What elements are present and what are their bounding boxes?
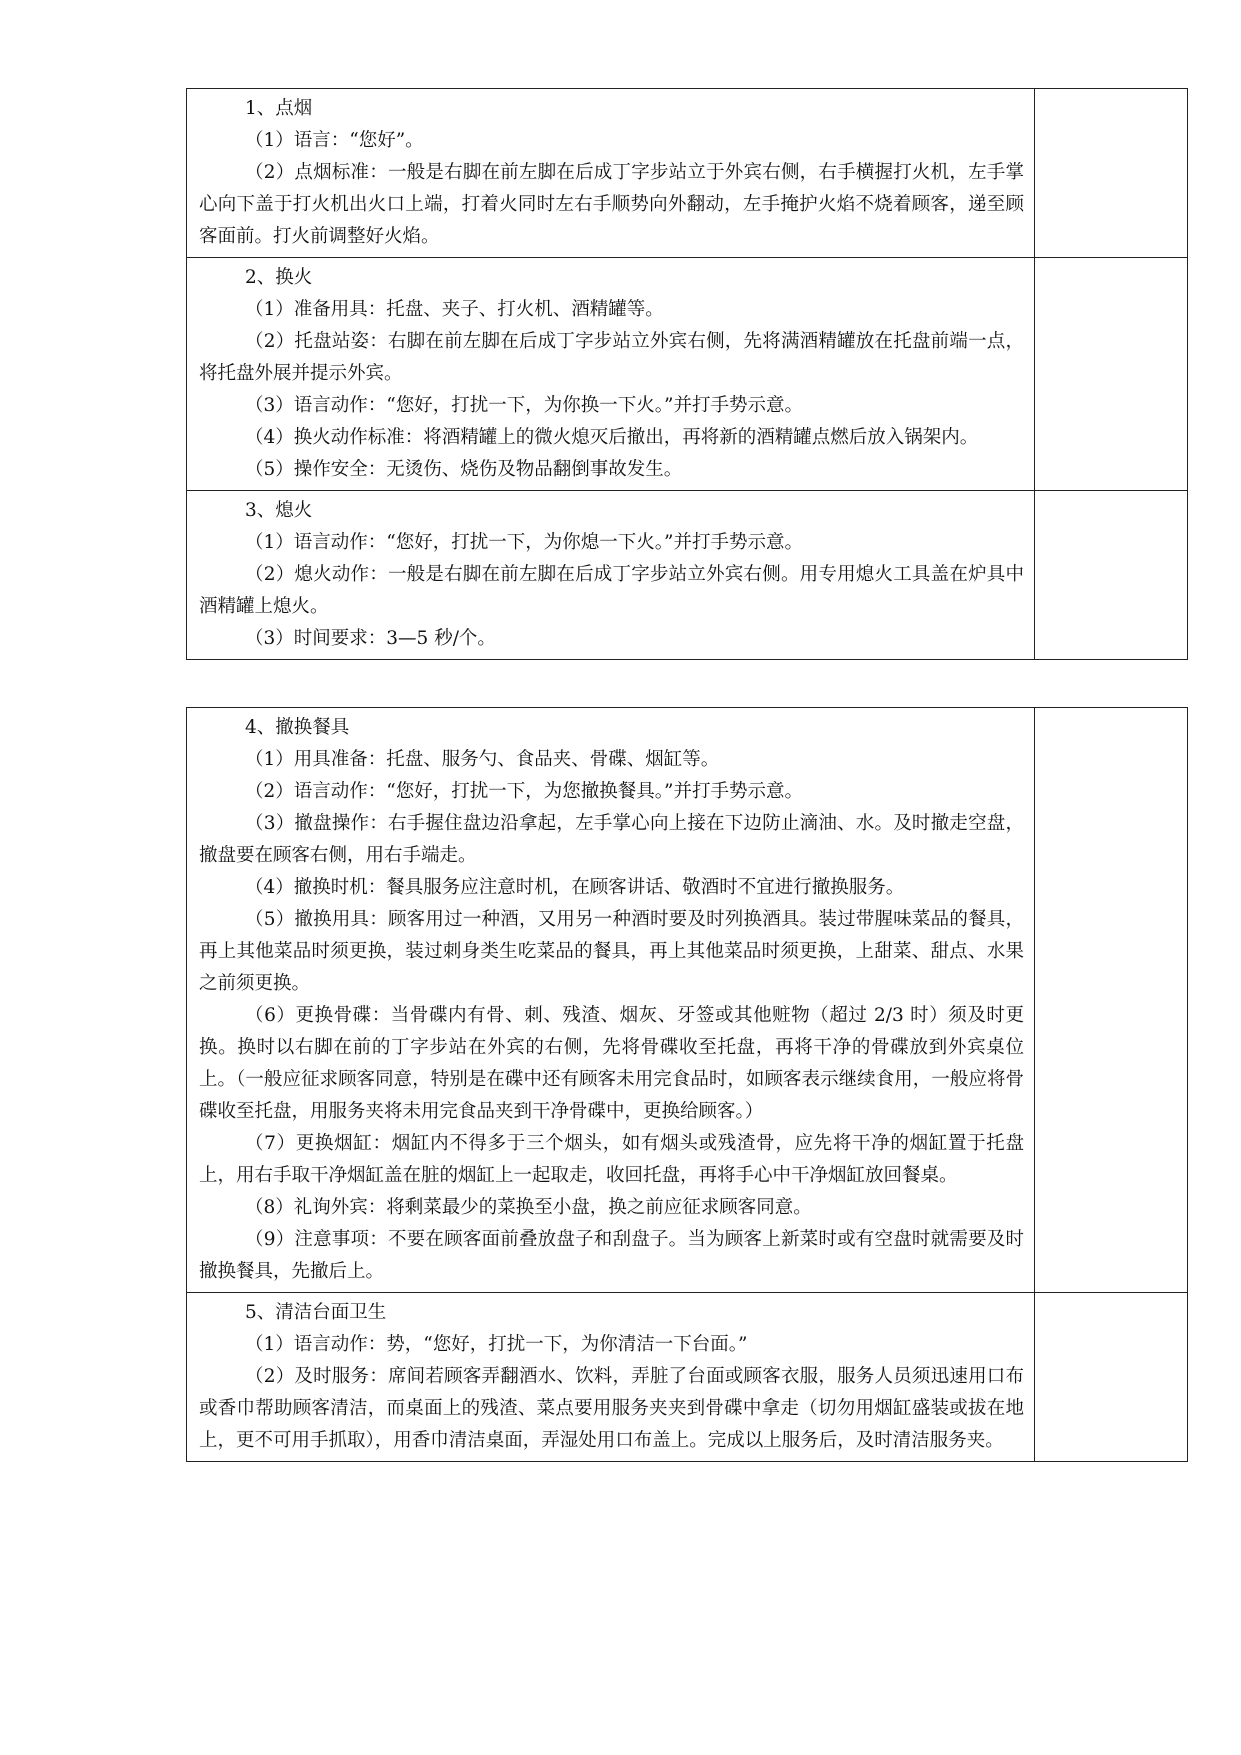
empty-cell xyxy=(1035,258,1188,491)
section-title: 4、撤换餐具 xyxy=(245,717,350,738)
empty-cell xyxy=(1035,1293,1188,1462)
table-row xyxy=(187,708,1188,1293)
list-item: （2）及时服务：席间若顾客弄翻酒水、饮料，弄脏了台面或顾客衣服，服务人员须迅速用口布或香巾帮助顾客清洁，而桌面上的残渣、菜点要用服务夹夹到骨碟中拿走（切勿用烟缸盛装或拔在地上，更不可用手抓取），用香巾清洁桌面，弄湿处用口布盖上。完成以上服务后，及时清洁服务夹。 xyxy=(199,1366,1024,1451)
list-item: （3）撤盘操作：右手握住盘边沿拿起，左手掌心向上接在下边防止滴油、水。及时撤走空盘，撤盘要在顾客右侧，用右手端走。 xyxy=(199,813,1024,866)
table-row xyxy=(187,258,1188,491)
section-cell xyxy=(187,708,1035,1293)
list-item: （3）语言动作：“您好，打扰一下，为你换一下火。”并打手势示意。 xyxy=(245,395,803,416)
empty-cell xyxy=(1035,708,1188,1293)
section-cell xyxy=(187,89,1035,258)
table-row xyxy=(187,1293,1188,1462)
empty-cell xyxy=(1035,491,1188,660)
section-title: 2、换火 xyxy=(245,267,313,288)
table-row xyxy=(187,491,1188,660)
list-item: （3）时间要求：3—5 秒/个。 xyxy=(245,628,496,649)
procedure-table-2 xyxy=(186,707,1188,1462)
section-cell xyxy=(187,1293,1035,1462)
list-item: （2）语言动作：“您好，打扰一下，为您撤换餐具。”并打手势示意。 xyxy=(245,781,803,802)
list-item: （6）更换骨碟：当骨碟内有骨、刺、残渣、烟灰、牙签或其他赃物（超过 2/3 时）须及时更换。换时以右脚在前的丁字步站在外宾的右侧，先将骨碟收至托盘，再将干净的骨碟放到外宾桌位上。（一般应征求顾客同意，特别是在碟中还有顾客未用完食品时，如顾客表示继续食用，一般应将骨碟收至托盘，用服务夹将未用完食品夹到干净骨碟中，更换给顾客。） xyxy=(199,1005,1024,1122)
list-item: （5）撤换用具：顾客用过一种酒，又用另一种酒时要及时列换酒具。装过带腥味菜品的餐具，再上其他菜品时须更换，装过刺身类生吃菜品的餐具，再上其他菜品时须更换，上甜菜、甜点、水果之前须更换。 xyxy=(199,909,1024,994)
list-item: （1）语言：“您好”。 xyxy=(245,130,424,151)
list-item: （8）礼询外宾：将剩菜最少的菜换至小盘，换之前应征求顾客同意。 xyxy=(245,1197,812,1218)
section-cell xyxy=(187,491,1035,660)
list-item: （2）点烟标准：一般是右脚在前左脚在后成丁字步站立于外宾右侧，右手横握打火机，左手掌心向下盖于打火机出火口上端，打着火同时左右手顺势向外翻动，左手掩护火焰不烧着顾客，递至顾客面前。打火前调整好火焰。 xyxy=(199,162,1024,247)
section-title: 3、熄火 xyxy=(245,500,313,521)
list-item: （4）换火动作标准：将酒精罐上的微火熄灭后撤出，再将新的酒精罐点燃后放入锅架内。 xyxy=(245,427,979,448)
list-item: （2）熄火动作：一般是右脚在前左脚在后成丁字步站立外宾右侧。用专用熄火工具盖在炉具中酒精罐上熄火。 xyxy=(199,564,1024,617)
list-item: （1）语言动作：“您好，打扰一下，为你熄一下火。”并打手势示意。 xyxy=(245,532,803,553)
empty-cell xyxy=(1035,89,1188,258)
list-item: （5）操作安全：无烫伤、烧伤及物品翻倒事故发生。 xyxy=(245,459,683,480)
list-item: （1）用具准备：托盘、服务勺、食品夹、骨碟、烟缸等。 xyxy=(245,749,720,770)
list-item: （1）语言动作：势，“您好，打扰一下，为你清洁一下台面。” xyxy=(245,1334,748,1355)
list-item: （2）托盘站姿：右脚在前左脚在后成丁字步站立外宾右侧，先将满酒精罐放在托盘前端一点，将托盘外展并提示外宾。 xyxy=(199,331,1024,384)
procedure-table-1 xyxy=(186,88,1188,660)
list-item: （9）注意事项：不要在顾客面前叠放盘子和刮盘子。当为顾客上新菜时或有空盘时就需要及时撤换餐具，先撤后上。 xyxy=(199,1229,1024,1282)
section-title: 5、清洁台面卫生 xyxy=(245,1302,387,1323)
list-item: （7）更换烟缸：烟缸内不得多于三个烟头，如有烟头或残渣骨，应先将干净的烟缸置于托盘上，用右手取干净烟缸盖在脏的烟缸上一起取走，收回托盘，再将手心中干净烟缸放回餐桌。 xyxy=(199,1133,1024,1186)
section-cell xyxy=(187,258,1035,491)
list-item: （4）撤换时机：餐具服务应注意时机，在顾客讲话、敬酒时不宜进行撤换服务。 xyxy=(245,877,905,898)
section-title: 1、点烟 xyxy=(245,98,313,119)
list-item: （1）准备用具：托盘、夹子、打火机、酒精罐等。 xyxy=(245,299,664,320)
table-row xyxy=(187,89,1188,258)
